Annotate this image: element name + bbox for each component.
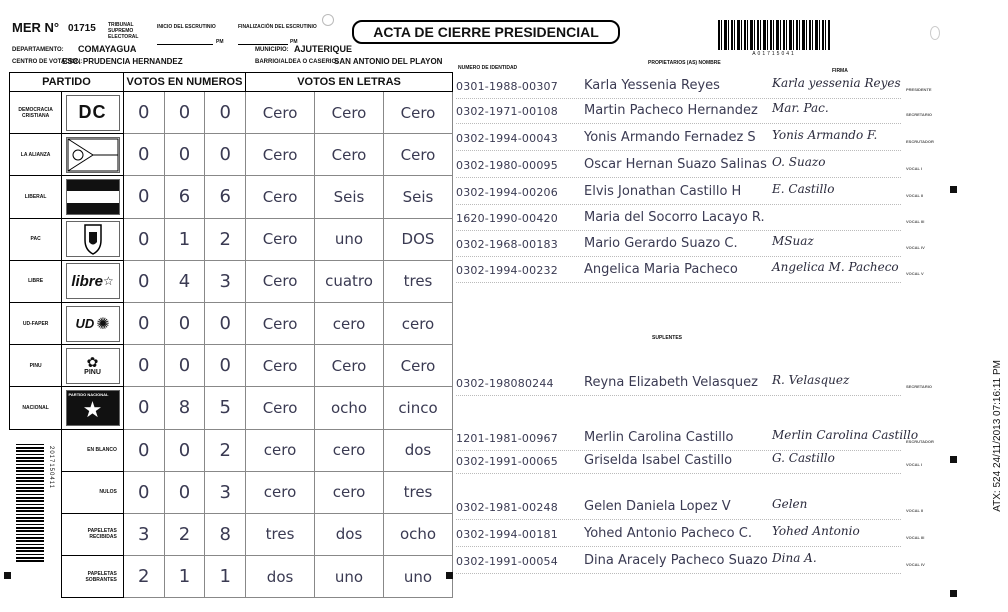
member-signature: Yonis Armando F.: [772, 128, 878, 142]
vote-word: Cero: [246, 92, 315, 134]
vote-digit: 2: [205, 429, 246, 471]
vote-digit: 0: [164, 345, 205, 387]
summary-row: [10, 471, 453, 513]
member-signature: Mar. Pac.: [772, 101, 829, 115]
vertical-barcode: [16, 444, 44, 562]
vote-digit: 0: [123, 218, 164, 260]
signature-line: [456, 546, 901, 547]
member-role: SECRETARIO: [906, 384, 932, 389]
vote-digit: 0: [164, 471, 205, 513]
member-id: 0302-1968-00183: [456, 238, 558, 251]
vote-digit: 3: [123, 513, 164, 555]
member-name: Mario Gerardo Suazo C.: [584, 236, 738, 251]
vote-word: Cero: [315, 134, 384, 176]
member-role: VOCAL I: [906, 462, 923, 467]
signature-line: [456, 150, 901, 151]
vote-digit: 0: [123, 429, 164, 471]
party-name: UD-FAPER: [10, 302, 62, 344]
suplente-row: [456, 524, 925, 548]
pinu-logo-text: PINU: [84, 369, 101, 377]
vote-word: dos: [383, 429, 452, 471]
vote-word: ocho: [315, 387, 384, 429]
party-logo: [66, 263, 120, 299]
vote-digit: 8: [164, 387, 205, 429]
party-logo-cell: [62, 345, 124, 387]
member-name: Yonis Armando Fernadez S: [584, 130, 756, 145]
member-name: Reyna Elizabeth Velasquez: [584, 375, 758, 390]
vote-word: Seis: [315, 176, 384, 218]
member-signature: Merlin Carolina Castillo: [772, 428, 919, 442]
vote-digit: 3: [205, 471, 246, 513]
departamento-value: COMAYAGUA: [78, 44, 137, 54]
vote-word: Cero: [246, 260, 315, 302]
dc-logo-text: DC: [78, 102, 107, 123]
party-logo: [66, 179, 120, 215]
mer-number: 01715: [68, 23, 96, 34]
member-name: Karla Yessenia Reyes: [584, 78, 720, 93]
vote-word: cuatro: [315, 260, 384, 302]
centro-label: CENTRO DE VOTACION:: [12, 59, 83, 65]
propietario-row: [456, 101, 932, 125]
vote-word: uno: [315, 218, 384, 260]
propietario-row: [456, 76, 932, 100]
party-logo-cell: [62, 260, 124, 302]
vote-word: Cero: [246, 345, 315, 387]
vote-word: Cero: [246, 218, 315, 260]
vote-word: cero: [315, 471, 384, 513]
summary-label: NULOS: [62, 471, 124, 513]
document-title: ACTA DE CIERRE PRESIDENCIAL: [352, 20, 620, 44]
vote-word: Cero: [383, 92, 452, 134]
vote-word: Seis: [383, 176, 452, 218]
vote-word: Cero: [246, 134, 315, 176]
member-role: SECRETARIO: [906, 112, 932, 117]
member-name: Griselda Isabel Castillo: [584, 453, 733, 468]
signature-line: [456, 473, 901, 474]
member-role: VOCAL III: [906, 535, 925, 540]
signature-line: [456, 98, 901, 99]
propietarios-header: PROPIETARIOS (AS) NOMBRE: [648, 60, 721, 66]
signature-line: [456, 519, 901, 520]
party-name: NACIONAL: [10, 387, 62, 429]
member-name: Elvis Jonathan Castillo H: [584, 184, 742, 199]
vote-word: Cero: [383, 134, 452, 176]
member-name: Merlin Carolina Castillo: [584, 430, 734, 445]
partido-header: PARTIDO: [10, 73, 124, 92]
registration-mark: [950, 456, 957, 463]
member-name: Yohed Antonio Pacheco C.: [584, 526, 752, 541]
vote-digit: 0: [123, 302, 164, 344]
vote-word: Cero: [246, 302, 315, 344]
party-logo: [66, 390, 120, 426]
member-signature: Dina A.: [772, 551, 817, 565]
registration-mark: [950, 186, 957, 193]
vote-word: DOS: [383, 218, 452, 260]
member-id: 0302-1991-00054: [456, 555, 558, 568]
vote-digit: 0: [164, 302, 205, 344]
member-name: Oscar Hernan Suazo Salinas: [584, 157, 767, 172]
member-role: VOCAL II: [906, 508, 924, 513]
registration-mark: [446, 572, 453, 579]
libre-logo-text: libre: [71, 272, 103, 290]
party-logo: [66, 95, 120, 131]
vote-digit: 4: [164, 260, 205, 302]
vote-word: cinco: [383, 387, 452, 429]
vote-word: Cero: [246, 387, 315, 429]
departamento-label: DEPARTAMENTO:: [12, 47, 64, 53]
member-signature: MSuaz: [772, 234, 814, 248]
pinu-emblem-icon: ✿: [86, 354, 99, 371]
summary-row: [10, 429, 453, 471]
barrio-value: SAN ANTONIO DEL PLAYON: [334, 57, 443, 66]
vote-digit: 1: [205, 556, 246, 598]
member-id: 0302-198080244: [456, 377, 554, 390]
liberal-flag-icon: [67, 180, 119, 214]
pm-label: PM: [216, 39, 224, 45]
member-signature: Angelica M. Pacheco: [772, 260, 899, 274]
signature-line: [456, 123, 901, 124]
final-escrutinio-field: [238, 44, 288, 45]
vertical-barcode-text: 2017150411: [48, 446, 54, 489]
party-name: DEMOCRACIA CRISTIANA: [10, 92, 62, 134]
centro-value: ESC. PRUDENCIA HERNANDEZ: [62, 57, 183, 66]
firma-header: FIRMA: [832, 68, 848, 74]
member-role: VOCAL IV: [906, 562, 925, 567]
member-name: Gelen Daniela Lopez V: [584, 499, 731, 514]
member-id: 0302-1994-00232: [456, 264, 558, 277]
vote-word: ocho: [383, 513, 452, 555]
member-id: 0302-1971-00108: [456, 105, 558, 118]
vote-word: cero: [315, 429, 384, 471]
vote-table: [9, 72, 453, 598]
suplentes-header: SUPLENTES: [652, 335, 683, 341]
summary-row: [10, 556, 453, 598]
registration-mark: [950, 590, 957, 597]
pm-label: PM: [290, 39, 298, 45]
member-role: VOCAL IV: [906, 245, 925, 250]
member-id: 1620-1990-00420: [456, 212, 558, 225]
vote-word: tres: [246, 513, 315, 555]
barrio-label: BARRIO/ALDEA O CASERIO:: [255, 59, 339, 65]
vote-word: cero: [315, 302, 384, 344]
vote-digit: 1: [164, 556, 205, 598]
signature-line: [456, 230, 901, 231]
vote-digit: 0: [123, 345, 164, 387]
mer-label: MER N°: [12, 20, 60, 35]
member-signature: Gelen: [772, 497, 808, 511]
propietario-row: [456, 210, 925, 232]
member-id: 0302-1980-00095: [456, 159, 558, 172]
suplente-row: [456, 451, 923, 475]
member-name: Dina Aracely Pacheco Suazo: [584, 553, 768, 568]
vote-digit: 0: [123, 134, 164, 176]
party-logo: [66, 221, 120, 257]
signature-line: [456, 573, 901, 574]
vote-word: cero: [246, 471, 315, 513]
party-name: LIBERAL: [10, 176, 62, 218]
party-row: [10, 302, 453, 344]
party-row: [10, 260, 453, 302]
vote-word: tres: [383, 260, 452, 302]
barcode-text: A01715041: [752, 51, 796, 57]
member-id: 0302-1981-00248: [456, 501, 558, 514]
member-role: ESCRUTADOR: [906, 439, 934, 444]
party-row: [10, 345, 453, 387]
member-signature: Yohed Antonio: [772, 524, 860, 538]
summary-label: EN BLANCO: [62, 429, 124, 471]
signature-line: [456, 256, 901, 257]
vote-digit: 3: [205, 260, 246, 302]
alianza-flag-icon: [67, 138, 119, 172]
vote-digit: 0: [164, 134, 205, 176]
vote-word: Cero: [246, 176, 315, 218]
scan-timestamp: ATX: 524 24/11/2013 07:16:11 PM: [992, 360, 1003, 512]
member-role: VOCAL II: [906, 193, 924, 198]
member-id: 0302-1994-00043: [456, 132, 558, 145]
suplente-row: [456, 497, 924, 521]
suplente-row: [456, 373, 932, 397]
vote-word: dos: [315, 513, 384, 555]
vote-word: cero: [246, 429, 315, 471]
member-name: Maria del Socorro Lacayo R.: [584, 210, 765, 225]
member-role: VOCAL V: [906, 271, 924, 276]
vote-word: tres: [383, 471, 452, 513]
party-logo-cell: [62, 387, 124, 429]
party-logo: [66, 137, 120, 173]
signature-line: [456, 395, 901, 396]
party-logo: [66, 348, 120, 384]
vote-word: Cero: [383, 345, 452, 387]
party-logo: [66, 306, 120, 342]
barcode: [718, 20, 830, 50]
vote-digit: 0: [123, 92, 164, 134]
vote-word: Cero: [315, 92, 384, 134]
registration-circle: [322, 14, 334, 26]
party-logo-cell: [62, 134, 124, 176]
vote-word: cero: [383, 302, 452, 344]
signature-line: [456, 204, 901, 205]
party-logo-cell: [62, 176, 124, 218]
inicio-escrutinio-label: INICIO DEL ESCRUTINIO: [157, 24, 216, 30]
sun-icon: ✺: [96, 315, 110, 333]
member-signature: O. Suazo: [772, 155, 826, 169]
vote-digit: 0: [205, 134, 246, 176]
member-name: Martin Pacheco Hernandez: [584, 103, 758, 118]
party-name: PINU: [10, 345, 62, 387]
propietario-row: [456, 182, 924, 206]
member-role: PRESIDENTE: [906, 87, 932, 92]
final-escrutinio-label: FINALIZACIÓN DEL ESCRUTINIO: [238, 24, 317, 30]
star-icon: ☆: [103, 274, 114, 289]
member-signature: E. Castillo: [772, 182, 835, 196]
propietario-row: [456, 260, 924, 284]
tse-logo: TRIBUNAL SUPREMO ELECTORAL: [108, 22, 139, 40]
vote-word: uno: [315, 556, 384, 598]
summary-row: [10, 513, 453, 555]
party-row: [10, 176, 453, 218]
star-icon: ★: [82, 396, 103, 422]
party-name: PAC: [10, 218, 62, 260]
vote-digit: 5: [205, 387, 246, 429]
vote-digit: 0: [205, 345, 246, 387]
vote-digit: 0: [164, 92, 205, 134]
vote-digit: 0: [123, 176, 164, 218]
vote-digit: 0: [123, 471, 164, 513]
identity-header: NUMERO DE IDENTIDAD: [458, 65, 518, 71]
party-logo-cell: [62, 92, 124, 134]
vote-digit: 6: [164, 176, 205, 218]
member-signature: R. Velasquez: [772, 373, 850, 387]
party-row: [10, 218, 453, 260]
party-row: [10, 92, 453, 134]
party-name: LIBRE: [10, 260, 62, 302]
suplente-row: [456, 428, 934, 452]
vote-digit: 1: [164, 218, 205, 260]
member-role: VOCAL I: [906, 166, 923, 171]
nacional-logo-text: PARTIDO NACIONAL: [68, 391, 109, 397]
vote-digit: 0: [205, 302, 246, 344]
inicio-escrutinio-field: [157, 44, 213, 45]
party-logo-cell: [62, 302, 124, 344]
municipio-value: AJUTERIQUE: [294, 44, 353, 54]
member-signature: Karla yessenia Reyes: [772, 76, 901, 90]
vote-digit: 8: [205, 513, 246, 555]
vote-table-header: [10, 73, 453, 92]
party-logo-cell: [62, 218, 124, 260]
party-name: LA ALIANZA: [10, 134, 62, 176]
votos-numeros-header: VOTOS EN NUMEROS: [123, 73, 245, 92]
vote-digit: 0: [123, 260, 164, 302]
vote-digit: 6: [205, 176, 246, 218]
pac-shield-icon: [67, 222, 119, 256]
propietario-row: [456, 155, 923, 179]
member-id: 0302-1994-00181: [456, 528, 558, 541]
registration-circle: [930, 26, 940, 40]
member-id: 0302-1994-00206: [456, 186, 558, 199]
summary-label: PAPELETAS SOBRANTES: [62, 556, 124, 598]
party-row: [10, 387, 453, 429]
vote-word: Cero: [315, 345, 384, 387]
vote-word: dos: [246, 556, 315, 598]
member-signature: G. Castillo: [772, 451, 835, 465]
vote-digit: 2: [205, 218, 246, 260]
member-role: VOCAL III: [906, 219, 925, 224]
party-row: [10, 134, 453, 176]
signature-line: [456, 282, 901, 283]
propietario-row: [456, 128, 934, 152]
member-id: 1201-1981-00967: [456, 432, 558, 445]
suplente-row: [456, 551, 925, 575]
member-id: 0302-1991-00065: [456, 455, 558, 468]
vote-word: uno: [383, 556, 452, 598]
vote-digit: 2: [123, 556, 164, 598]
summary-label: PAPELETAS RECIBIDAS: [62, 513, 124, 555]
registration-mark: [4, 572, 11, 579]
vote-digit: 2: [164, 513, 205, 555]
member-id: 0301-1988-00307: [456, 80, 558, 93]
votos-letras-header: VOTOS EN LETRAS: [246, 73, 453, 92]
propietario-row: [456, 234, 925, 258]
municipio-label: MUNICIPIO:: [255, 47, 289, 53]
vote-digit: 0: [205, 92, 246, 134]
vote-digit: 0: [123, 387, 164, 429]
member-role: ESCRUTADOR: [906, 139, 934, 144]
ud-logo-text: UD: [75, 316, 95, 332]
signature-line: [456, 177, 901, 178]
vote-digit: 0: [164, 429, 205, 471]
member-name: Angelica Maria Pacheco: [584, 262, 738, 277]
